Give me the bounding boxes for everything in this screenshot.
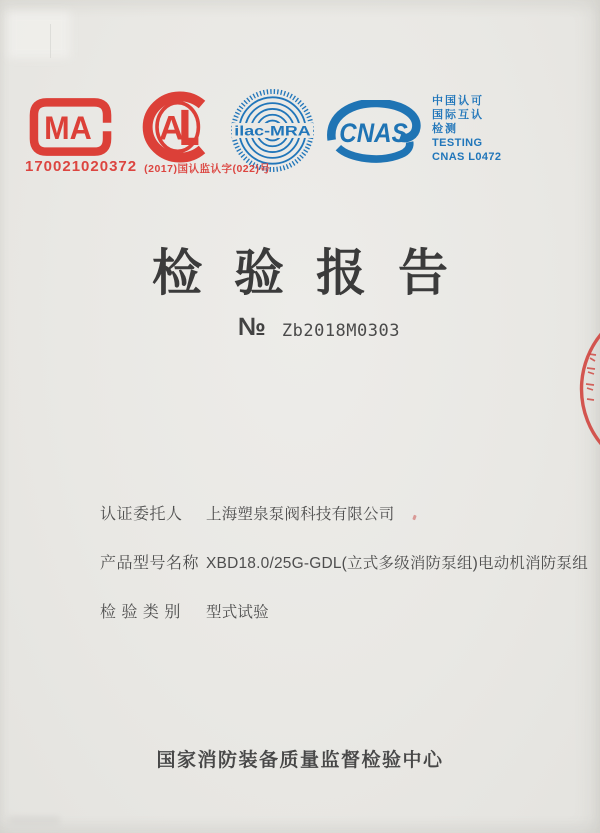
report-title: 检验报告 <box>152 245 480 301</box>
cal-logo-icon <box>130 91 220 163</box>
accreditation-line: 检测 <box>432 123 458 135</box>
cnas-text: CNAS <box>339 117 408 148</box>
ilac-mra-text: ilac-MRA <box>234 122 311 139</box>
cma-letters: MA <box>44 109 92 146</box>
cnas-logo-icon <box>326 100 421 163</box>
report-fields <box>100 501 588 622</box>
field-label: 产品型号名称 <box>100 555 200 572</box>
scan-crease <box>50 24 51 58</box>
report-number-row <box>238 314 400 341</box>
accreditation-line: 中国认可 <box>432 95 484 107</box>
cma-logo-icon <box>28 96 113 158</box>
cma-registration-line <box>25 158 270 176</box>
field-value: 上海塑泉泵阀科技有限公司 <box>206 506 395 523</box>
accreditation-line: 国际互认 <box>432 109 484 121</box>
field-value: 型式试验 <box>206 604 269 621</box>
numero-symbol: № <box>238 313 266 341</box>
accreditation-line: CNAS L0472 <box>432 151 502 163</box>
cal-letter-a: A <box>159 109 184 148</box>
field-label: 检 验 类 别 <box>100 604 181 621</box>
accreditation-text-block <box>432 94 501 164</box>
field-value: XBD18.0/25G-GDL(立式多级消防泵组)电动机消防泵组 <box>206 555 588 572</box>
partial-red-seal <box>562 333 600 475</box>
scan-smudge <box>8 816 60 826</box>
scan-light-patch <box>8 12 70 58</box>
field-row-applicant <box>100 501 588 524</box>
report-number: Zb2018M0303 <box>281 321 400 341</box>
issuing-organization: 国家消防装备质量监督检验中心 <box>156 750 444 771</box>
field-label: 认证委托人 <box>100 506 183 523</box>
field-row-product-model <box>100 550 588 573</box>
accreditation-line: TESTING <box>432 137 483 149</box>
field-row-test-type <box>100 599 588 622</box>
registration-number: 170021020372 <box>25 158 138 175</box>
registration-suffix: (2017)国认监认字(022)号 <box>144 163 271 175</box>
